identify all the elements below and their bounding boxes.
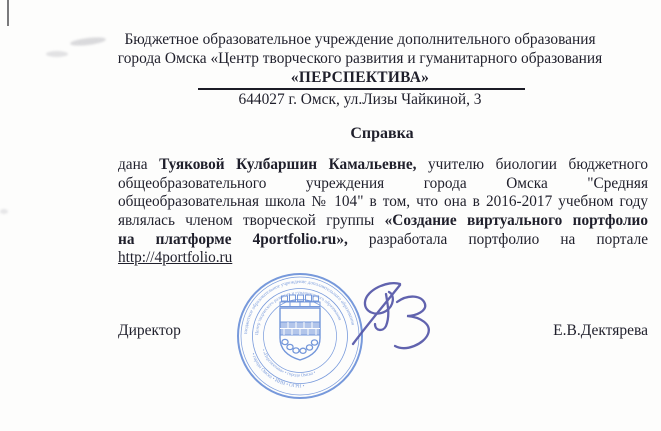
stamp-inner-ring-bottom-text: • «Перспектива» • города Омска •	[260, 348, 317, 378]
body-text: разработала портфолио на портале	[347, 230, 648, 248]
stamp-inner-ring-top-text: Центр творческого развития и гуманитарного образования	[253, 289, 343, 336]
body-line-2: общеобразовательного учреждения города Омска "Средняя	[118, 174, 648, 192]
recipient-name: Туяковой Кулбаршин Камальевне,	[159, 156, 417, 173]
letterhead	[59, 30, 661, 87]
brick-band	[280, 322, 320, 335]
coat-of-arms-omsk	[280, 295, 320, 360]
group-name-part-2: на платформе 4portfolio.ru»,	[118, 230, 348, 248]
letterhead-line-1: Бюджетное образовательное учреждение дополнительного образования	[124, 31, 596, 48]
organization-name: «ПЕРСПЕКТИВА»	[290, 69, 430, 86]
body-line-4	[118, 212, 648, 231]
handwritten-signature	[353, 283, 429, 348]
document-body	[118, 156, 648, 268]
portal-url: http://4portfolio.ru	[118, 249, 233, 267]
scan-artifact-edge-line	[7, 0, 9, 26]
body-text: дана	[118, 156, 160, 173]
letterhead-line-2: города Омска «Центр творческого развития и гуманитарного образования	[117, 50, 603, 67]
body-line-5	[118, 231, 648, 250]
official-stamp	[228, 262, 440, 424]
stamp-outer-ring-top-text: Бюджетное образовательное учреждение дополнительного образования	[244, 279, 355, 335]
body-line-1	[118, 156, 648, 175]
body-text: учителю биологии бюджетного	[416, 156, 648, 173]
svg-text:• «Перспектива» • города Омска	[261, 348, 317, 377]
body-text: являлась членом творческой группы	[118, 212, 385, 230]
stamp-and-signature-area	[228, 262, 440, 424]
stamp-outer-ring-bottom-text: • города Омска • ИНН • ОГРН •	[249, 352, 305, 390]
document-title: Справка	[350, 125, 414, 142]
body-line-3: общеобразовательная школа № 104" в том, что она в 2016-2017 учебном году	[118, 193, 648, 211]
group-name-part-1: «Создание виртуального портфолио	[384, 212, 649, 230]
signer-role: Директор	[118, 322, 181, 339]
letterhead-divider-line	[198, 88, 525, 90]
organization-address: 644027 г. Омск, ул.Лизы Чайкиной, 3	[238, 91, 482, 108]
chain	[282, 339, 318, 353]
scan-artifact-smudge	[0, 209, 8, 214]
signer-name: Е.В.Дектярева	[553, 322, 648, 339]
